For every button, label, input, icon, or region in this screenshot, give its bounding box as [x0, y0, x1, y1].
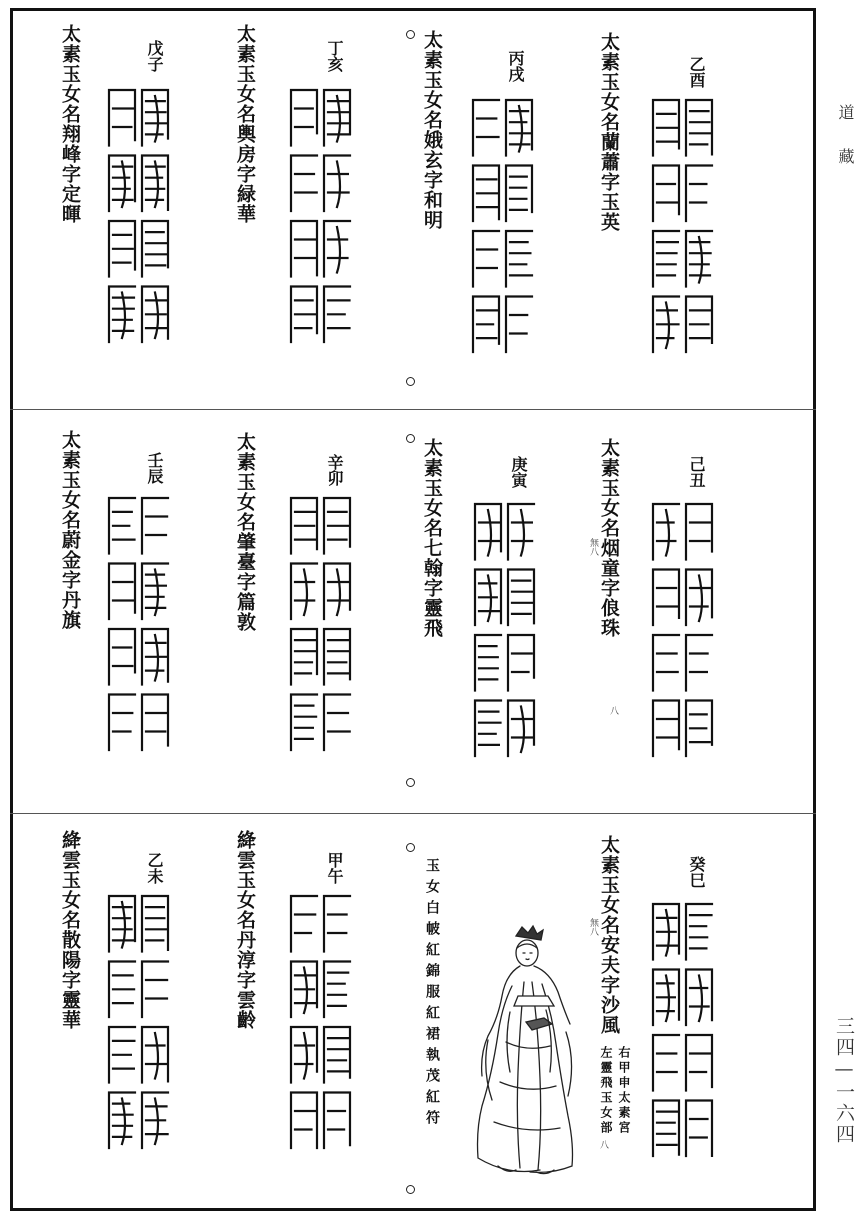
seal-stroke — [475, 570, 501, 626]
seal-stroke — [653, 166, 679, 222]
seal-stroke — [291, 498, 317, 554]
seal-stroke — [109, 564, 135, 620]
seal-stroke — [653, 904, 679, 960]
talisman-note: 無八 — [588, 538, 598, 556]
seal-stroke — [142, 90, 168, 146]
row-divider-2 — [10, 813, 816, 814]
seal-stroke — [473, 100, 499, 156]
seal-stroke — [142, 962, 168, 1018]
seal-stroke — [508, 504, 534, 560]
talisman-stem: 癸巳 — [687, 856, 706, 888]
talisman-caption: 太素玉女名蘭蕭字玉英 — [598, 32, 620, 232]
seal-stroke — [109, 695, 135, 751]
seal-stroke — [109, 1093, 135, 1149]
right-note-small: 八 — [598, 1140, 608, 1149]
talisman-caption: 太素玉女名安夫字沙風 — [598, 835, 620, 1035]
seal-stroke — [109, 287, 135, 343]
talisman-caption: 太素玉女名輿房字緑華 — [234, 24, 256, 224]
seal-stroke — [291, 695, 317, 751]
seal-stroke — [653, 1101, 679, 1157]
seal-stroke — [109, 896, 135, 952]
seal-stroke — [686, 297, 712, 353]
talisman-caption: 太素玉女名烟童字俍珠 — [598, 438, 620, 638]
page-number: 三四—一六四 — [833, 1016, 855, 1145]
seal-stroke — [475, 701, 501, 757]
seal-stroke — [291, 629, 317, 685]
seal-stroke — [291, 896, 317, 952]
seal-stroke — [324, 1093, 350, 1149]
seal-stroke — [506, 100, 532, 156]
seal-stroke — [142, 695, 168, 751]
binding-ring — [406, 377, 415, 386]
seal-stroke — [109, 498, 135, 554]
talisman-caption: 絳雲玉女名丹淳字雲齡 — [234, 830, 256, 1030]
talisman-note: 無八 — [588, 918, 598, 936]
seal-stroke — [508, 701, 534, 757]
seal-stroke — [506, 166, 532, 222]
seal-stroke — [324, 287, 350, 343]
book-title: 道藏 — [836, 104, 855, 192]
seal-talisman — [288, 892, 354, 1154]
talisman-stem: 辛卯 — [325, 454, 344, 486]
seal-stroke — [109, 90, 135, 146]
row-divider-1 — [10, 409, 816, 410]
seal-stroke — [291, 221, 317, 277]
seal-talisman — [288, 494, 354, 756]
seal-stroke — [142, 1093, 168, 1149]
seal-stroke — [653, 570, 679, 626]
talisman-stem: 丁亥 — [325, 40, 344, 72]
talisman-caption: 太素玉女名娥玄字和明 — [421, 30, 443, 230]
binding-ring — [406, 778, 415, 787]
seal-stroke — [653, 701, 679, 757]
seal-talisman — [106, 494, 172, 756]
seal-stroke — [291, 90, 317, 146]
seal-stroke — [142, 221, 168, 277]
seal-stroke — [142, 287, 168, 343]
seal-stroke — [324, 221, 350, 277]
right-note: 右甲申太素宮 — [617, 1046, 631, 1136]
seal-stroke — [686, 904, 712, 960]
talisman-stem: 己丑 — [687, 456, 706, 488]
talisman-caption: 太素玉女名肇臺字篇敦 — [234, 432, 256, 632]
right-note: 左靈飛玉女部 — [599, 1046, 613, 1136]
talisman-note: 八 — [608, 706, 618, 715]
seal-stroke — [508, 570, 534, 626]
talisman-stem: 壬辰 — [145, 452, 164, 484]
seal-stroke — [653, 297, 679, 353]
seal-stroke — [324, 156, 350, 212]
seal-stroke — [686, 504, 712, 560]
seal-stroke — [653, 504, 679, 560]
seal-stroke — [142, 498, 168, 554]
seal-stroke — [506, 231, 532, 287]
talisman-stem: 庚寅 — [509, 456, 528, 488]
seal-stroke — [324, 1027, 350, 1083]
seal-stroke — [686, 1035, 712, 1091]
figure-caption: 玉女白帔紅錦服紅裙執茂紅符 — [424, 858, 440, 1131]
seal-stroke — [686, 1101, 712, 1157]
talisman-caption: 太素玉女名蔚金字丹旗 — [59, 430, 81, 630]
seal-stroke — [508, 635, 534, 691]
seal-stroke — [324, 90, 350, 146]
seal-stroke — [142, 629, 168, 685]
seal-talisman — [650, 96, 716, 358]
seal-stroke — [686, 701, 712, 757]
seal-stroke — [324, 962, 350, 1018]
seal-stroke — [686, 635, 712, 691]
seal-stroke — [142, 1027, 168, 1083]
seal-stroke — [291, 1027, 317, 1083]
seal-stroke — [686, 970, 712, 1026]
seal-stroke — [653, 635, 679, 691]
seal-stroke — [473, 297, 499, 353]
seal-stroke — [109, 221, 135, 277]
seal-stroke — [291, 564, 317, 620]
seal-stroke — [653, 970, 679, 1026]
jade-maiden-illustration — [470, 922, 588, 1182]
binding-ring — [406, 30, 415, 39]
binding-ring — [406, 1185, 415, 1194]
seal-talisman — [470, 96, 536, 358]
seal-stroke — [324, 695, 350, 751]
seal-stroke — [686, 100, 712, 156]
seal-stroke — [686, 570, 712, 626]
talisman-stem: 戊子 — [145, 40, 164, 72]
talisman-stem: 丙戌 — [506, 50, 525, 82]
talisman-caption: 太素玉女名七翰字靈飛 — [421, 438, 443, 638]
seal-stroke — [109, 629, 135, 685]
seal-stroke — [475, 504, 501, 560]
seal-stroke — [475, 635, 501, 691]
seal-stroke — [109, 962, 135, 1018]
seal-stroke — [142, 564, 168, 620]
seal-talisman — [650, 900, 716, 1162]
seal-stroke — [324, 564, 350, 620]
seal-stroke — [686, 166, 712, 222]
seal-stroke — [653, 231, 679, 287]
seal-stroke — [291, 1093, 317, 1149]
seal-stroke — [142, 896, 168, 952]
talisman-stem: 乙未 — [145, 852, 164, 884]
seal-talisman — [106, 892, 172, 1154]
seal-stroke — [291, 287, 317, 343]
talisman-stem: 乙酉 — [687, 56, 706, 88]
seal-talisman — [288, 86, 354, 348]
seal-stroke — [324, 896, 350, 952]
talisman-caption: 太素玉女名翔峰字定暉 — [59, 24, 81, 224]
seal-stroke — [473, 231, 499, 287]
seal-stroke — [653, 1035, 679, 1091]
seal-stroke — [109, 1027, 135, 1083]
seal-stroke — [473, 166, 499, 222]
seal-stroke — [109, 156, 135, 212]
talisman-caption: 絳雲玉女名散陽字靈華 — [59, 830, 81, 1030]
seal-stroke — [324, 498, 350, 554]
talisman-stem: 甲午 — [325, 852, 344, 884]
seal-talisman — [650, 500, 716, 762]
seal-stroke — [142, 156, 168, 212]
seal-stroke — [291, 962, 317, 1018]
binding-ring — [406, 843, 415, 852]
binding-ring — [406, 434, 415, 443]
seal-talisman — [106, 86, 172, 348]
seal-stroke — [653, 100, 679, 156]
seal-talisman — [472, 500, 538, 762]
seal-stroke — [324, 629, 350, 685]
seal-stroke — [291, 156, 317, 212]
seal-stroke — [506, 297, 532, 353]
seal-stroke — [686, 231, 712, 287]
